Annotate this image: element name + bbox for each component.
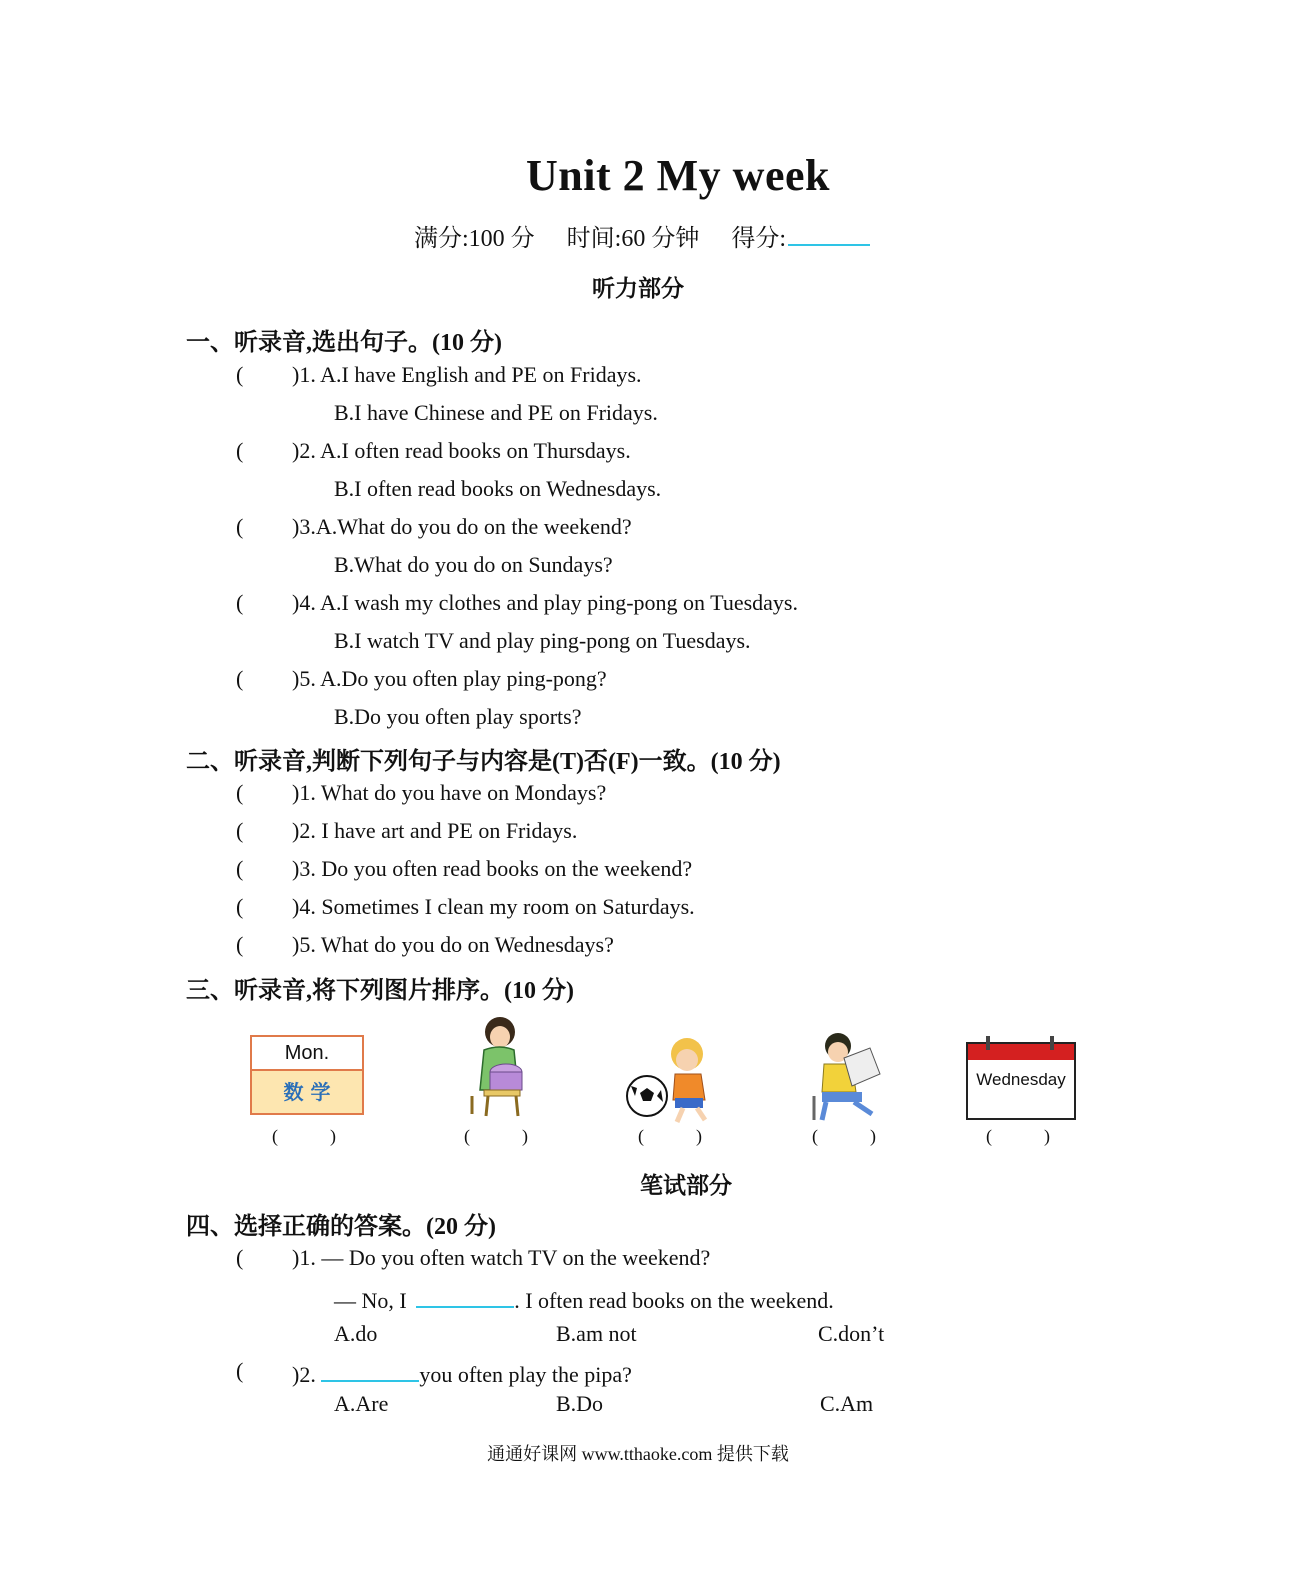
s1-open-paren: ( (236, 362, 244, 387)
q4-2-option-a[interactable]: A.Are (334, 1391, 389, 1416)
calendar-header (968, 1044, 1074, 1060)
section-three-heading: 三、听录音,将下列图片排序。(10 分) (186, 978, 574, 1004)
calendar-ring-left (986, 1036, 990, 1050)
section-one-heading: 一、听录音,选出句子。(10 分) (186, 330, 502, 356)
s1-option-a[interactable]: )4. A.I wash my clothes and play ping-pong on Tuesdays. (292, 590, 798, 615)
score-label: 得分: (731, 226, 787, 252)
boy-reading-book-image (808, 1030, 893, 1122)
s1-option-b[interactable]: B.I have Chinese and PE on Fridays. (334, 400, 658, 425)
s1-option-b[interactable]: B.I often read books on Wednesdays. (334, 476, 662, 501)
s2-sentence: )1. What do you have on Mondays? (292, 780, 607, 805)
picture-answer-open-paren[interactable]: ( (638, 1126, 644, 1146)
s1-option-b[interactable]: B.I watch TV and play ping-pong on Tuesdays. (334, 628, 751, 653)
s1-option-b[interactable]: B.Do you often play sports? (334, 704, 582, 729)
q4-1-option-a[interactable]: A.do (334, 1321, 378, 1346)
picture-answer-open-paren[interactable]: ( (986, 1126, 992, 1146)
q4-1-option-b[interactable]: B.am not (556, 1321, 637, 1346)
calendar-day-text: Wednesday (976, 1070, 1066, 1089)
picture-answer-close-paren: ) (1044, 1126, 1050, 1146)
calendar-wednesday-image (966, 1042, 1076, 1120)
q4-1-answer-start: — No, I (334, 1288, 407, 1313)
q4-2-number: )2. (292, 1362, 316, 1387)
girl-washing-clothes-image (458, 1010, 538, 1120)
s1-option-a[interactable]: )3.A.What do you do on the weekend? (292, 514, 632, 539)
time-limit: 时间:60 分钟 (566, 226, 700, 252)
picture-answer-open-paren[interactable]: ( (272, 1126, 278, 1146)
s2-sentence: )2. I have art and PE on Fridays. (292, 818, 578, 843)
s1-option-a[interactable]: )5. A.Do you often play ping-pong? (292, 666, 607, 691)
picture-answer-close-paren: ) (522, 1126, 528, 1146)
s1-open-paren: ( (236, 438, 244, 463)
picture-answer-close-paren: ) (870, 1126, 876, 1146)
s2-open-paren: ( (236, 932, 244, 957)
listening-section-header: 听力部分 (592, 276, 684, 301)
s1-option-b[interactable]: B.What do you do on Sundays? (334, 552, 613, 577)
s1-open-paren: ( (236, 514, 244, 539)
q4-2-open-paren: ( (236, 1358, 244, 1383)
footer: 通通好课网 www.tthaoke.com 提供下载 (487, 1444, 789, 1464)
q4-2-blank[interactable] (321, 1358, 419, 1382)
q4-1-answer-end: . I often read books on the weekend. (514, 1288, 834, 1313)
q4-1-blank[interactable] (416, 1284, 514, 1308)
s2-sentence: )5. What do you do on Wednesdays? (292, 932, 614, 957)
q4-1-question: )1. — Do you often watch TV on the weekend? (292, 1245, 711, 1270)
calendar-ring-right (1050, 1036, 1054, 1050)
score-blank[interactable] (788, 224, 870, 246)
picture-answer-close-paren: ) (330, 1126, 336, 1146)
writing-section-header: 笔试部分 (640, 1173, 732, 1198)
s1-open-paren: ( (236, 590, 244, 615)
section-two-heading: 二、听录音,判断下列句子与内容是(T)否(F)一致。(10 分) (186, 749, 781, 775)
q4-2-option-b[interactable]: B.Do (556, 1391, 604, 1416)
q4-2-question (292, 1358, 632, 1388)
s2-open-paren: ( (236, 894, 244, 919)
section-four-heading: 四、选择正确的答案。(20 分) (186, 1214, 496, 1240)
full-score: 满分:100 分 (414, 226, 535, 252)
s2-sentence: )4. Sometimes I clean my room on Saturdays. (292, 894, 695, 919)
boy-playing-football-image (625, 1030, 720, 1125)
picture-answer-close-paren: ) (696, 1126, 702, 1146)
s1-option-a[interactable]: )1. A.I have English and PE on Fridays. (292, 362, 642, 387)
card-day: Mon. (252, 1037, 362, 1071)
q4-1-answer-line (334, 1284, 834, 1314)
s2-open-paren: ( (236, 780, 244, 805)
q4-1-open-paren: ( (236, 1245, 244, 1270)
q4-2-question-end: you often play the pipa? (419, 1362, 632, 1387)
picture-answer-open-paren[interactable]: ( (812, 1126, 818, 1146)
q4-2-option-c[interactable]: C.Am (820, 1391, 874, 1416)
page-title: Unit 2 My week (526, 151, 830, 200)
s2-open-paren: ( (236, 818, 244, 843)
s1-option-a[interactable]: )2. A.I often read books on Thursdays. (292, 438, 631, 463)
exam-meta (414, 218, 896, 253)
picture-answer-open-paren[interactable]: ( (464, 1126, 470, 1146)
s2-open-paren: ( (236, 856, 244, 881)
s2-sentence: )3. Do you often read books on the weekend? (292, 856, 693, 881)
q4-1-option-c[interactable]: C.don’t (818, 1321, 885, 1346)
s1-open-paren: ( (236, 666, 244, 691)
card-subject: 数 学 (252, 1071, 362, 1113)
monday-math-card (250, 1035, 364, 1115)
